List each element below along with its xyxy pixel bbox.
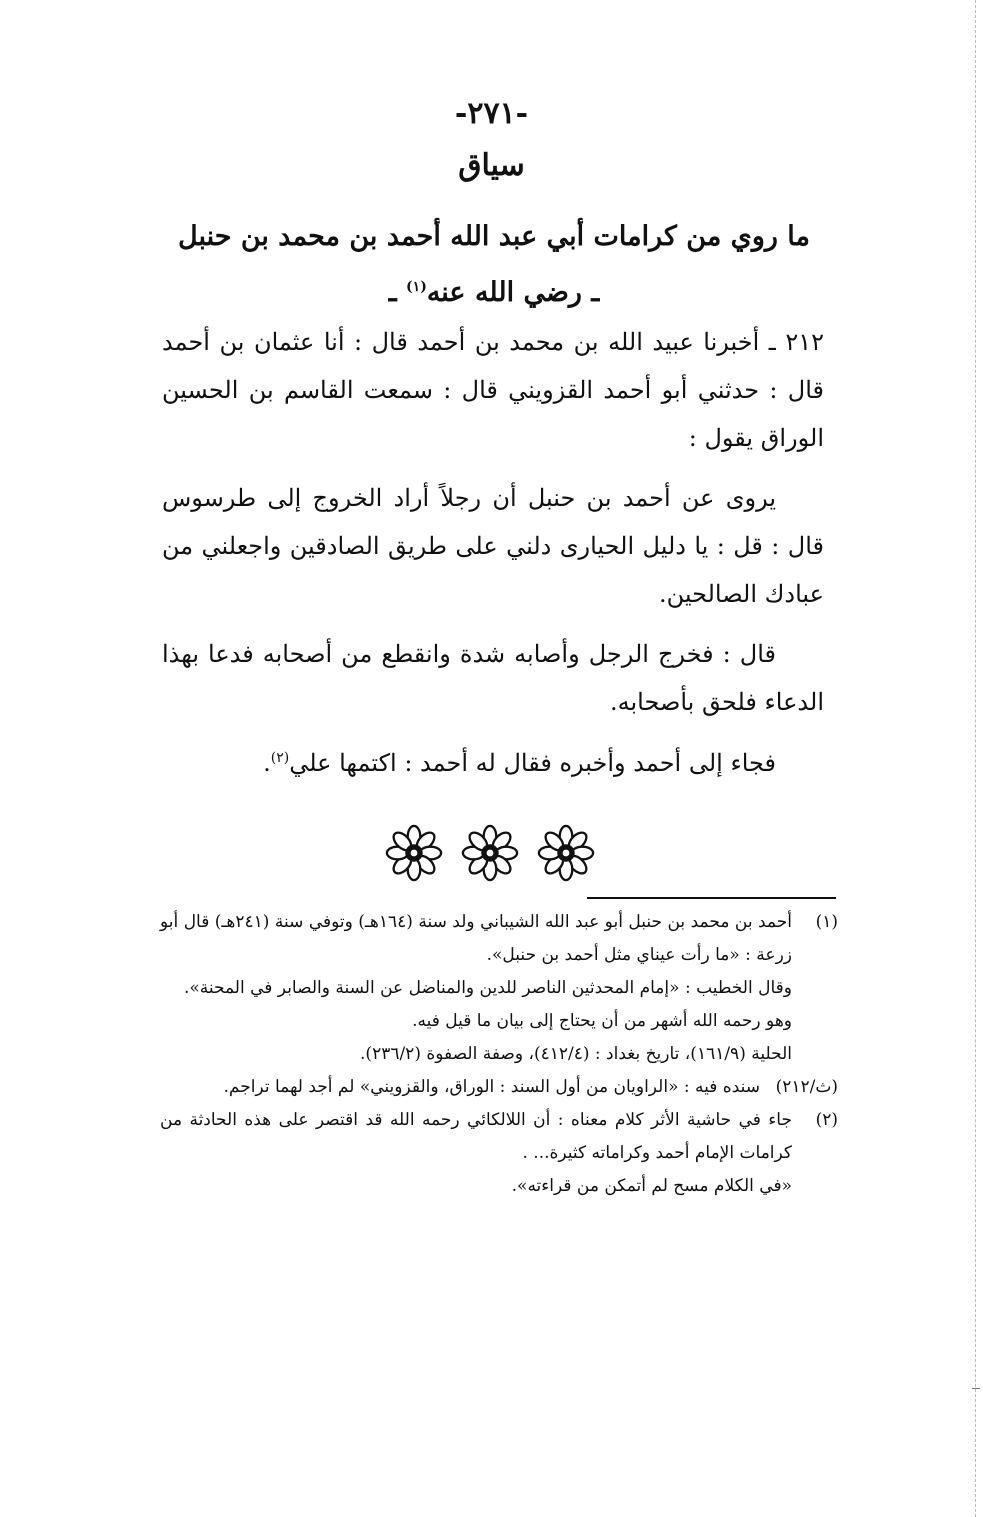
narration-paragraph-isnad: ٢١٢ ـ أخبرنا عبيد الله بن محمد بن أحمد قال : أنا عثمان بن أحمد قال : حدثني أبو أحمد القزويني قال : سمعت القاسم بن الحسين الوراق يقول : [162, 328, 824, 452]
footnote-label: (١) [815, 912, 838, 932]
page-edge-line [975, 0, 976, 1517]
footnotes-section [160, 906, 838, 1203]
flower-ornament-icon [385, 824, 443, 882]
narration-paragraph-ending [162, 734, 824, 787]
footnote-mark-1: (١) [406, 279, 427, 295]
footnote-isnad-note [160, 1071, 838, 1104]
footnote-line: أحمد بن محمد بن حنبل أبو عبد الله الشيباني ولد سنة (١٦٤هـ) وتوفي سنة (٢٤١هـ) قال أبو زرعة : «ما رأت عيناي مثل أحمد بن حنبل». [160, 912, 792, 965]
footnote-line: جاء في حاشية الأثر كلام معناه : أن اللالكائي رحمه الله قد اقتصر على هذه الحادثة من كرامات الإمام أحمد وكراماته كثيرة... . [160, 1110, 792, 1163]
section-title [165, 212, 823, 318]
narration-ending-text: فجاء إلى أحمد وأخبره فقال له أحمد : اكتمها علي [289, 749, 776, 777]
footnote-line: وهو رحمه الله أشهر من أن يحتاج إلى بيان ما قيل فيه. [412, 1011, 792, 1031]
section-title-line-2 [165, 262, 823, 318]
narration-ending-period: . [263, 749, 271, 777]
section-title-line-2-text: ـ رضي الله عنه [426, 277, 600, 308]
flower-ornament-icon [537, 824, 595, 882]
flower-ornament-icon [461, 824, 519, 882]
footnote-mark-2: (٢) [270, 750, 290, 766]
section-title-line-1: ما روي من كرامات أبي عبد الله أحمد بن محمد بن حنبل [178, 221, 810, 252]
footnote-line: الحلية (١٦١/٩)، تاريخ بغداد : (٤١٢/٤)، وصفة الصفوة (٢٣٦/٢). [360, 1044, 792, 1064]
page-number: -٢٧١- [454, 96, 529, 131]
section-end-ornaments [385, 820, 595, 886]
footnote-label: (ث/٢١٢) [775, 1077, 838, 1097]
footnote-2 [160, 1104, 838, 1203]
footnote-label: (٢) [815, 1110, 838, 1130]
narration-paragraph-supplication: يروى عن أحمد بن حنبل أن رجلاً أراد الخروج إلى طرسوس قال : قل : يا دليل الحيارى دلني على طريق الصادقين واجعلني من عبادك الصالحين. [162, 484, 824, 608]
narration-paragraph-journey: قال : فخرج الرجل وأصابه شدة وانقطع من أصحابه فدعا بهذا الدعاء فلحق بأصحابه. [162, 640, 824, 716]
section-heading-word: سياق [458, 148, 525, 183]
footnote-line: «في الكلام مسح لم أتمكن من قراءته». [511, 1176, 792, 1196]
page-edge-tick [972, 1388, 980, 1389]
section-title-line-2-end: ـ [388, 277, 407, 308]
footnote-1 [160, 906, 838, 1071]
footnote-line: وقال الخطيب : «إمام المحدثين الناصر للدين والمناضل عن السنة والصابر في المحنة». [183, 978, 792, 998]
footnote-line: سنده فيه : «الراويان من أول السند : الوراق، والقزويني» لم أجد لهما تراجم. [223, 1077, 760, 1097]
footnote-separator [587, 897, 836, 899]
